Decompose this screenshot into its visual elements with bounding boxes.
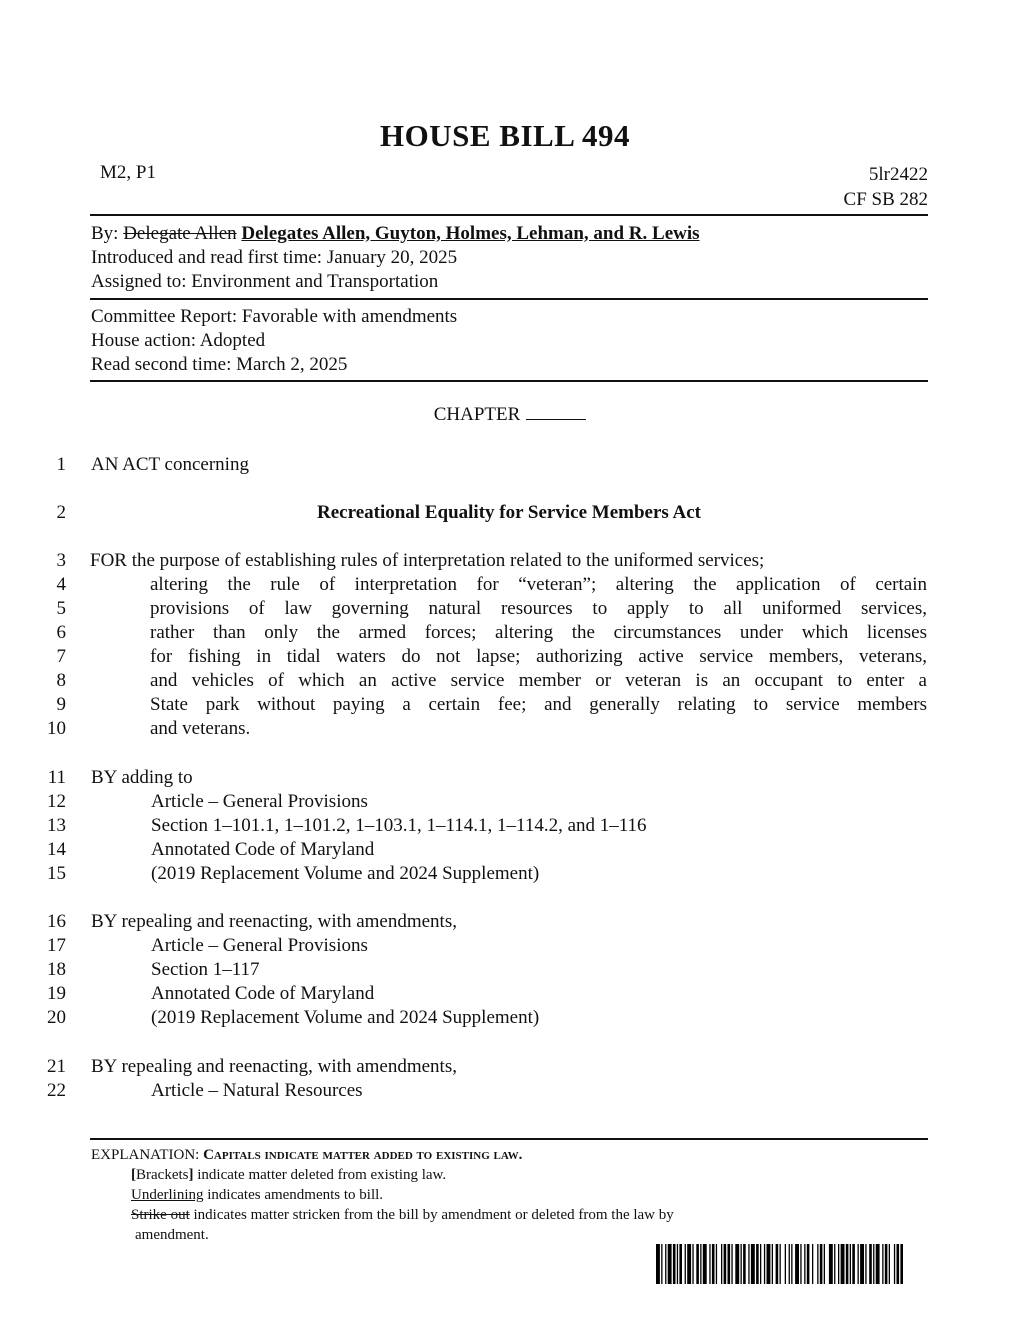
barcode-bar [677, 1244, 678, 1284]
brackets-note [91, 1165, 851, 1185]
barcode-bar [767, 1244, 771, 1284]
barcode-bar [661, 1244, 662, 1284]
barcode-bar [791, 1244, 792, 1284]
purpose-line: altering the rule of interpretation for “veteran”; altering the application of certain [150, 574, 927, 595]
chapter-blank [526, 419, 586, 420]
second-reading: Read second time: March 2, 2025 [91, 354, 348, 375]
purpose-line: FOR the purpose of establishing rules of interpretation related to the uniformed services; [90, 550, 765, 571]
house-action: House action: Adopted [91, 330, 266, 351]
barcode-bar [751, 1244, 755, 1284]
section-heading: BY repealing and reenacting, with amendments, [91, 911, 457, 932]
barcode-bar [709, 1244, 710, 1284]
line-number: 1 [56, 454, 66, 475]
barcode-bar [800, 1244, 801, 1284]
bill-title: HOUSE BILL 494 [380, 118, 630, 153]
line-number: 15 [47, 863, 66, 884]
strike-description: indicates matter stricken from the bill by amendment or deleted from the law by [193, 1207, 674, 1223]
barcode-bar [876, 1244, 880, 1284]
capitals-note: Capitals indicate matter added to existing law. [203, 1147, 523, 1163]
draft-number: 5lr2422 [868, 164, 928, 185]
purpose-line: and veterans. [150, 718, 251, 739]
sponsors-block [91, 222, 700, 294]
chapter-label: CHAPTER [433, 404, 521, 425]
volume-line: (2019 Replacement Volume and 2024 Supplement) [151, 1007, 540, 1028]
barcode-bar [665, 1244, 666, 1284]
barcode-bar [760, 1244, 761, 1284]
article-line: Article – General Provisions [151, 791, 368, 812]
barcode-bar [834, 1244, 835, 1284]
barcode-bar [724, 1244, 727, 1284]
line-number: 10 [47, 718, 66, 739]
header-divider [90, 214, 928, 216]
purpose-line: and vehicles of which an active service member or veteran is an occupant to enter a [150, 670, 927, 691]
barcode-bar [685, 1244, 686, 1284]
article-line: Article – General Provisions [151, 935, 368, 956]
bracket-open: [ [131, 1167, 136, 1183]
barcode-bar [756, 1244, 759, 1284]
barcode-bar [748, 1244, 749, 1284]
line-number: 8 [56, 670, 66, 691]
barcode-bar [817, 1244, 818, 1284]
barcode-bar [703, 1244, 707, 1284]
line-number: 16 [47, 911, 66, 932]
brackets-description: indicate matter deleted from existing law. [197, 1167, 447, 1183]
underlining-description: indicates amendments to bill. [207, 1187, 384, 1203]
barcode-bar [807, 1244, 810, 1284]
barcode-bar [897, 1244, 900, 1284]
barcode-bar [728, 1244, 731, 1284]
barcode-bar [824, 1244, 825, 1284]
barcode-bar [776, 1244, 779, 1284]
explanation-divider [90, 1138, 928, 1140]
barcode-bar [789, 1244, 790, 1284]
barcode-bar [846, 1244, 849, 1284]
line-number: 7 [56, 646, 66, 667]
subject-codes: M2, P1 [100, 162, 156, 183]
barcode-bar [731, 1244, 732, 1284]
barcode-bar [721, 1244, 722, 1284]
barcode-bar [716, 1244, 717, 1284]
barcode-bar [772, 1244, 773, 1284]
line-number: 6 [56, 622, 66, 643]
barcode-bar [858, 1244, 859, 1284]
article-line: Article – Natural Resources [151, 1080, 363, 1101]
strike-note [91, 1205, 851, 1225]
line-number: 5 [56, 598, 66, 619]
barcode-bar [673, 1244, 676, 1284]
explanation-capitals-line [91, 1145, 851, 1165]
purpose-line: provisions of law governing natural resources to apply to all uniformed services, [150, 598, 927, 619]
chapter-line [0, 404, 1020, 426]
line-number: 19 [47, 983, 66, 1004]
barcode-bar [820, 1244, 823, 1284]
barcode-image [656, 1244, 904, 1284]
barcode-bar [841, 1244, 845, 1284]
barcode-bar [860, 1244, 864, 1284]
sponsors-divider [90, 298, 928, 300]
line-number: 18 [47, 959, 66, 980]
line-number: 21 [47, 1056, 66, 1077]
barcode-bar [869, 1244, 872, 1284]
purpose-line: rather than only the armed forces; altering the circumstances under which licenses [150, 622, 927, 643]
barcode-bar [764, 1244, 765, 1284]
line-number: 9 [56, 694, 66, 715]
barcode-bar [785, 1244, 786, 1284]
explanation-block [91, 1145, 851, 1245]
committee-divider [90, 380, 928, 382]
barcode-bar [885, 1244, 888, 1284]
line-number: 13 [47, 815, 66, 836]
barcode-bar [700, 1244, 701, 1284]
barcode-bar [741, 1244, 742, 1284]
barcode-bar [656, 1244, 660, 1284]
barcode-bar [735, 1244, 739, 1284]
code-line: Annotated Code of Maryland [151, 983, 375, 1004]
barcode-bar [804, 1244, 805, 1284]
barcode-bar [687, 1244, 691, 1284]
barcode-bar [900, 1244, 903, 1284]
added-sponsors: Delegates Allen, Guyton, Holmes, Lehman, and R. Lewis [241, 223, 700, 244]
barcode-bar [852, 1244, 855, 1284]
cross-file-number: CF SB 282 [843, 189, 928, 210]
section-line: Section 1–117 [151, 959, 260, 980]
barcode-bar [838, 1244, 839, 1284]
brackets-word: Brackets [136, 1167, 189, 1183]
line-number: 12 [47, 791, 66, 812]
line-number: 11 [47, 767, 66, 788]
underlining-note [91, 1185, 851, 1205]
by-label: By: [91, 223, 119, 244]
barcode-bar [812, 1244, 813, 1284]
line-number: 3 [56, 550, 66, 571]
barcode-bar [696, 1244, 699, 1284]
barcode-bar [692, 1244, 693, 1284]
barcode-bar [873, 1244, 874, 1284]
code-line: Annotated Code of Maryland [151, 839, 375, 860]
underlining-word: Underlining [131, 1187, 204, 1203]
explanation-label: EXPLANATION: [91, 1147, 200, 1163]
barcode-bar [889, 1244, 890, 1284]
barcode-bar [795, 1244, 799, 1284]
line-number: 14 [47, 839, 66, 860]
committee-block [91, 305, 457, 377]
barcode-bar [850, 1244, 851, 1284]
committee-report: Committee Report: Favorable with amendments [91, 306, 458, 327]
section-heading: BY repealing and reenacting, with amendments, [91, 1056, 457, 1077]
section-heading: BY adding to [91, 767, 193, 788]
purpose-line: State park without paying a certain fee; and generally relating to service members [150, 694, 927, 715]
bracket-close: ] [188, 1167, 194, 1183]
strike-word: Strike out [131, 1207, 190, 1223]
introduced-line: Introduced and read first time: January 20, 2025 [91, 247, 458, 268]
sponsors-line [91, 222, 700, 246]
barcode-bar [780, 1244, 781, 1284]
purpose-line: for fishing in tidal waters do not lapse; authorizing active service members, veterans, [150, 646, 927, 667]
barcode-bar [743, 1244, 746, 1284]
line-number: 2 [56, 502, 66, 523]
act-short-title: Recreational Equality for Service Members Act [317, 502, 701, 523]
assigned-line: Assigned to: Environment and Transportation [91, 271, 439, 292]
barcode-bar [668, 1244, 672, 1284]
barcode-bar [712, 1244, 715, 1284]
line-number: 22 [47, 1080, 66, 1101]
line-number: 4 [56, 574, 66, 595]
bill-codes [844, 162, 928, 212]
line-number: 17 [47, 935, 66, 956]
barcode-bar [829, 1244, 833, 1284]
purpose-paragraph [90, 549, 927, 741]
barcode-bar [882, 1244, 883, 1284]
strike-note-continued: amendment. [135, 1227, 209, 1243]
section-line: Section 1–101.1, 1–101.2, 1–103.1, 1–114.1, 1–114.2, and 1–116 [151, 815, 647, 836]
barcode-bar [865, 1244, 866, 1284]
volume-line: (2019 Replacement Volume and 2024 Supplement) [151, 863, 540, 884]
struck-sponsor: Delegate Allen [123, 223, 237, 244]
barcode-bar [894, 1244, 895, 1284]
act-concerning: AN ACT concerning [91, 454, 249, 475]
line-number: 20 [47, 1007, 66, 1028]
barcode-bar [679, 1244, 682, 1284]
